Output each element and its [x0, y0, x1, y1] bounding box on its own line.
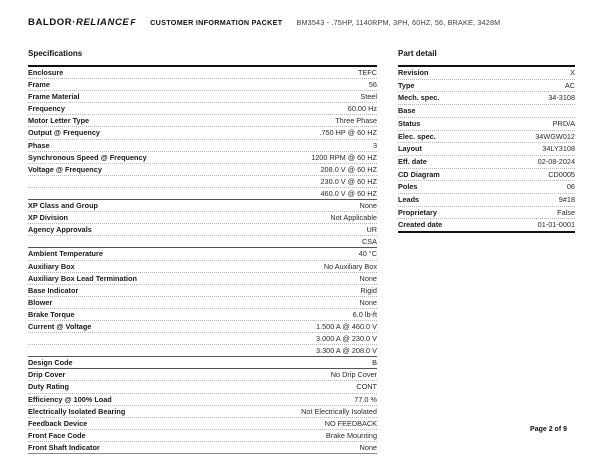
- row-value: 60.00 Hz: [347, 104, 377, 114]
- row-value: 3.000 A @ 230.0 V: [316, 334, 377, 344]
- table-row: [28, 175, 377, 187]
- row-label: Electrically Isolated Bearing: [28, 406, 126, 416]
- row-label: Type: [398, 80, 415, 90]
- row-label: Revision: [398, 68, 429, 77]
- row-value: CSA: [361, 237, 377, 247]
- table-row: [28, 90, 377, 102]
- row-value: 6.0 lb-ft: [352, 309, 377, 319]
- table-row: [28, 235, 377, 247]
- table-row: [28, 114, 377, 126]
- row-value: .750 HP @ 60 HZ: [319, 128, 377, 138]
- row-value: None: [359, 273, 377, 283]
- row-label: Mech. spec.: [398, 93, 440, 103]
- row-label: Brake Torque: [28, 309, 75, 319]
- row-value: 02-08-2024: [537, 156, 575, 166]
- table-row: [398, 168, 575, 181]
- row-value: Not Applicable: [330, 213, 377, 223]
- row-label: Efficiency @ 100% Load: [28, 394, 112, 404]
- row-value: 460.0 V @ 60 HZ: [320, 188, 377, 198]
- table-row: [28, 126, 377, 138]
- row-label: Front Face Code: [28, 430, 86, 440]
- table-row: [28, 296, 377, 308]
- row-label: Output @ Frequency: [28, 128, 100, 138]
- table-row: [28, 308, 377, 320]
- content-columns: [0, 49, 600, 454]
- row-label: Ambient Temperature: [28, 249, 103, 259]
- row-value: NO FEEDBACK: [324, 418, 377, 428]
- table-row: [398, 218, 575, 231]
- specifications-title: Specifications: [28, 49, 83, 58]
- logo-baldor: BALDOR: [28, 17, 73, 28]
- row-value: B: [372, 358, 377, 368]
- row-value: X: [570, 68, 575, 77]
- part-detail-table: [398, 65, 575, 233]
- row-value: 9#18: [558, 195, 575, 205]
- row-value: 01-01-0001: [537, 220, 575, 230]
- row-value: 230.0 V @ 60 HZ: [320, 176, 377, 186]
- row-value: No Auxiliary Box: [323, 261, 377, 271]
- row-value: 3: [372, 140, 377, 150]
- table-row: [28, 223, 377, 235]
- table-row: [28, 247, 377, 259]
- row-value: None: [359, 201, 377, 211]
- row-label: Base: [398, 106, 416, 116]
- table-row: [28, 405, 377, 417]
- row-label: Base Indicator: [28, 285, 79, 295]
- table-row: [28, 320, 377, 332]
- table-row: [398, 104, 575, 117]
- row-value: None: [359, 297, 377, 307]
- page-number: Page 2 of 9: [530, 426, 567, 433]
- table-row: [28, 393, 377, 405]
- table-row: [28, 429, 377, 441]
- row-label: Phase: [28, 140, 50, 150]
- row-label: Frame Material: [28, 92, 80, 102]
- page-header: [0, 0, 600, 28]
- row-value: 1.500 A @ 460.0 V: [316, 321, 377, 331]
- row-value: 208.0 V @ 60 HZ: [320, 164, 377, 174]
- table-row: [28, 199, 377, 211]
- row-label: Frequency: [28, 104, 65, 114]
- logo-dot: ·: [72, 17, 77, 28]
- baldor-reliance-logo: [28, 17, 136, 28]
- row-label: Poles: [398, 182, 418, 192]
- row-value: No Drip Cover: [330, 370, 377, 380]
- row-value: 77.0 %: [354, 394, 377, 404]
- table-row: [28, 272, 377, 284]
- row-label: Created date: [398, 220, 443, 230]
- table-row: [398, 155, 575, 168]
- table-row: [398, 79, 575, 92]
- row-label: Status: [398, 118, 421, 128]
- row-label: Design Code: [28, 358, 73, 368]
- row-label: Motor Letter Type: [28, 116, 90, 126]
- table-row: [398, 91, 575, 104]
- table-row: [398, 193, 575, 206]
- specifications-section: [28, 49, 377, 454]
- row-value: TEFC: [357, 68, 377, 77]
- table-row: [28, 151, 377, 163]
- specifications-table: [28, 65, 377, 454]
- table-row: [28, 356, 377, 368]
- table-row: [398, 117, 575, 130]
- row-value: AC: [564, 80, 575, 90]
- product-description: BM3543 - .75HP, 1140RPM, 3PH, 60HZ, 56, BRAKE, 3428M: [296, 18, 501, 27]
- row-label: Duty Rating: [28, 382, 69, 392]
- row-label: Agency Approvals: [28, 225, 92, 235]
- table-row: [398, 67, 575, 79]
- row-label: Voltage @ Frequency: [28, 164, 102, 174]
- row-label: Leads: [398, 195, 420, 205]
- row-label: Enclosure: [28, 68, 64, 77]
- table-row: [28, 102, 377, 114]
- table-row: [28, 284, 377, 296]
- row-label: Blower: [28, 297, 53, 307]
- table-row: [398, 130, 575, 143]
- row-value: False: [557, 207, 575, 217]
- table-row: [28, 441, 377, 453]
- row-label: CD Diagram: [398, 169, 440, 179]
- row-label: Eff. date: [398, 156, 427, 166]
- row-label: Proprietary: [398, 207, 437, 217]
- row-value: Not Electrically Isolated: [301, 406, 377, 416]
- table-row: [28, 139, 377, 151]
- table-row: [28, 187, 377, 199]
- row-label: Current @ Voltage: [28, 321, 92, 331]
- table-row: [398, 142, 575, 155]
- row-label: Front Shaft Indicator: [28, 442, 100, 452]
- table-row: [28, 163, 377, 175]
- row-label: XP Class and Group: [28, 201, 99, 211]
- table-row: [398, 206, 575, 219]
- logo-reliance: RELIANCE: [76, 17, 130, 28]
- row-value: 40 °C: [358, 249, 377, 259]
- row-value: PRD/A: [552, 118, 575, 128]
- row-label: Feedback Device: [28, 418, 88, 428]
- row-value: 56: [368, 80, 377, 90]
- row-value: Steel: [360, 92, 377, 102]
- row-label: XP Division: [28, 213, 69, 223]
- row-value: 34WGW012: [535, 131, 575, 141]
- table-row: [28, 368, 377, 380]
- row-value: CONT: [356, 382, 377, 392]
- row-value: Three Phase: [335, 116, 377, 126]
- row-value: 34LY3108: [542, 144, 575, 154]
- row-value: None: [359, 442, 377, 452]
- table-row: [28, 67, 377, 78]
- row-label: Auxiliary Box Lead Termination: [28, 273, 137, 283]
- row-label: Frame: [28, 80, 50, 90]
- table-row: [28, 260, 377, 272]
- row-value: 3.300 A @ 208.0 V: [316, 346, 377, 356]
- logo-flag-mark: F: [130, 17, 137, 27]
- table-row: [28, 78, 377, 90]
- table-row: [28, 417, 377, 429]
- table-row: [28, 332, 377, 344]
- part-detail-title: Part detail: [398, 49, 437, 58]
- row-value: 1200 RPM @ 60 HZ: [311, 152, 377, 162]
- table-row: [28, 211, 377, 223]
- part-detail-section: [398, 49, 575, 454]
- row-value: 06: [566, 182, 575, 192]
- document-title: CUSTOMER INFORMATION PACKET: [150, 18, 283, 27]
- row-label: Elec. spec.: [398, 131, 436, 141]
- row-label: Synchronous Speed @ Frequency: [28, 152, 147, 162]
- table-row: [28, 380, 377, 392]
- row-value: UR: [366, 225, 377, 235]
- row-value: Brake Mounting: [325, 430, 377, 440]
- row-value: CD0005: [548, 169, 575, 179]
- row-label: Auxiliary Box: [28, 261, 75, 271]
- row-label: Layout: [398, 144, 422, 154]
- table-row: [398, 180, 575, 193]
- table-row: [28, 344, 377, 356]
- row-value: Rigid: [360, 285, 377, 295]
- row-label: Drip Cover: [28, 370, 66, 380]
- row-value: 34-3108: [548, 93, 575, 103]
